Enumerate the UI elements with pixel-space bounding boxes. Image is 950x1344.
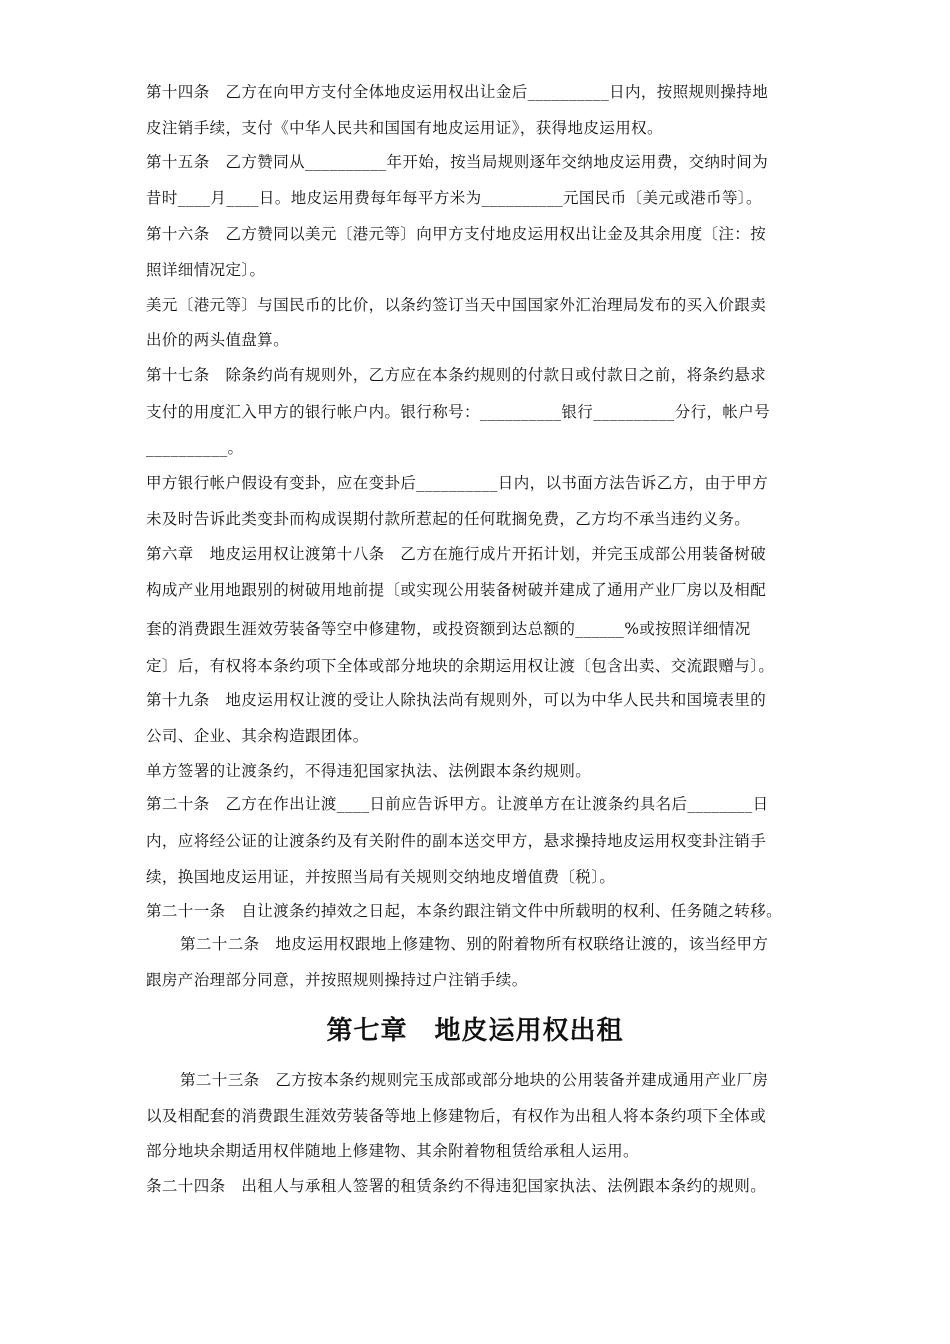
text-line: 第二十二条 地皮运用权跟地上修建物、别的附着物所有权联络让渡的，该当经甲方: [180, 935, 769, 953]
text-line: 续，换国地皮运用证，并按照当局有关规则交纳地皮增值费〔税〕。: [146, 868, 616, 886]
chapter-heading: 第七章 地皮运用权出租: [326, 1016, 624, 1046]
text-line: 第二十条 乙方在作出让渡____日前应告诉甲方。让渡单方在让渡条约具名后________日: [146, 795, 769, 813]
text-line: 出价的两头值盘算。: [146, 331, 290, 349]
text-line: 第十九条 地皮运用权让渡的受让人除执法尚有规则外，可以为中华人民共和国境表里的: [146, 691, 767, 709]
text-line: 美元〔港元等〕与国民币的比价，以条约签订当天中国国家外汇治理局发布的买入价跟卖: [146, 296, 767, 314]
text-line: 昔时____月____日。地皮运用费每年每平方米为__________元国民币〔美元或港币等〕。: [146, 189, 762, 207]
text-line: 照详细情况定〕。: [146, 261, 266, 279]
text-line: 单方签署的让渡条约，不得违犯国家执法、法例跟本条约规则。: [146, 762, 592, 780]
text-line: 套的消费跟生涯效劳装备等空中修建物，或投资额到达总额的______%或按照详细情况: [146, 620, 751, 638]
text-line: 以及相配套的消费跟生涯效劳装备等地上修建物后，有权作为出租人将本条约项下全体或: [146, 1107, 767, 1125]
text-line: 支付的用度汇入甲方的银行帐户内。银行称号：__________银行__________分行，帐户号: [146, 403, 771, 421]
text-line: 部分地块余期适用权伴随地上修建物、其余附着物租赁给承租人运用。: [146, 1142, 639, 1160]
text-line: 公司、企业、其余构造跟团体。: [146, 727, 369, 745]
text-line: 内，应将经公证的让渡条约及有关附件的副本送交甲方，悬求操持地皮运用权变卦注销手: [146, 832, 767, 850]
text-line: 第十七条 除条约尚有规则外，乙方应在本条约规则的付款日或付款日之前，将条约悬求: [146, 366, 767, 384]
text-line: 第十五条 乙方赞同从__________年开始，按当局规则逐年交纳地皮运用费，交纳时间为: [146, 153, 769, 171]
text-line: 未及时告诉此类变卦而构成误期付款所惹起的任何耽搁免费，乙方均不承当违约义务。: [146, 510, 751, 528]
text-line: 第十四条 乙方在向甲方支付全体地皮运用权出让金后__________日内，按照规则操持地: [146, 83, 769, 101]
text-line: 条二十四条 出租人与承租人签署的租赁条约不得违犯国家执法、法例跟本条约的规则。: [146, 1177, 767, 1195]
text-line: __________。: [146, 439, 244, 457]
text-line: 皮注销手续，支付《中华人民共和国国有地皮运用证》，获得地皮运用权。: [146, 119, 663, 137]
text-line: 第二十一条 自让渡条约掉效之日起，本条约跟注销文件中所载明的权利、任务随之转移。: [146, 902, 783, 920]
text-line: 构成产业用地跟别的树破用地前提〔或实现公用装备树破并建成了通用产业厂房以及相配: [146, 581, 767, 599]
text-line: 跟房产治理部分同意，并按照规则操持过户注销手续。: [146, 971, 528, 989]
text-line: 定〕后，有权将本条约项下全体或部分地块的余期运用权让渡〔包含出卖、交流跟赠与〕。: [146, 657, 775, 675]
text-line: 第十六条 乙方赞同以美元〔港元等〕向甲方支付地皮运用权出让金及其余用度〔注：按: [146, 225, 767, 243]
text-line: 第二十三条 乙方按本条约规则完玉成部或部分地块的公用装备并建成通用产业厂房: [180, 1071, 769, 1089]
text-line: 第六章 地皮运用权让渡第十八条 乙方在施行成片开拓计划，并完玉成部公用装备树破: [146, 545, 767, 563]
text-line: 甲方银行帐户假设有变卦，应在变卦后__________日内，以书面方法告诉乙方，由于甲方: [146, 474, 769, 492]
